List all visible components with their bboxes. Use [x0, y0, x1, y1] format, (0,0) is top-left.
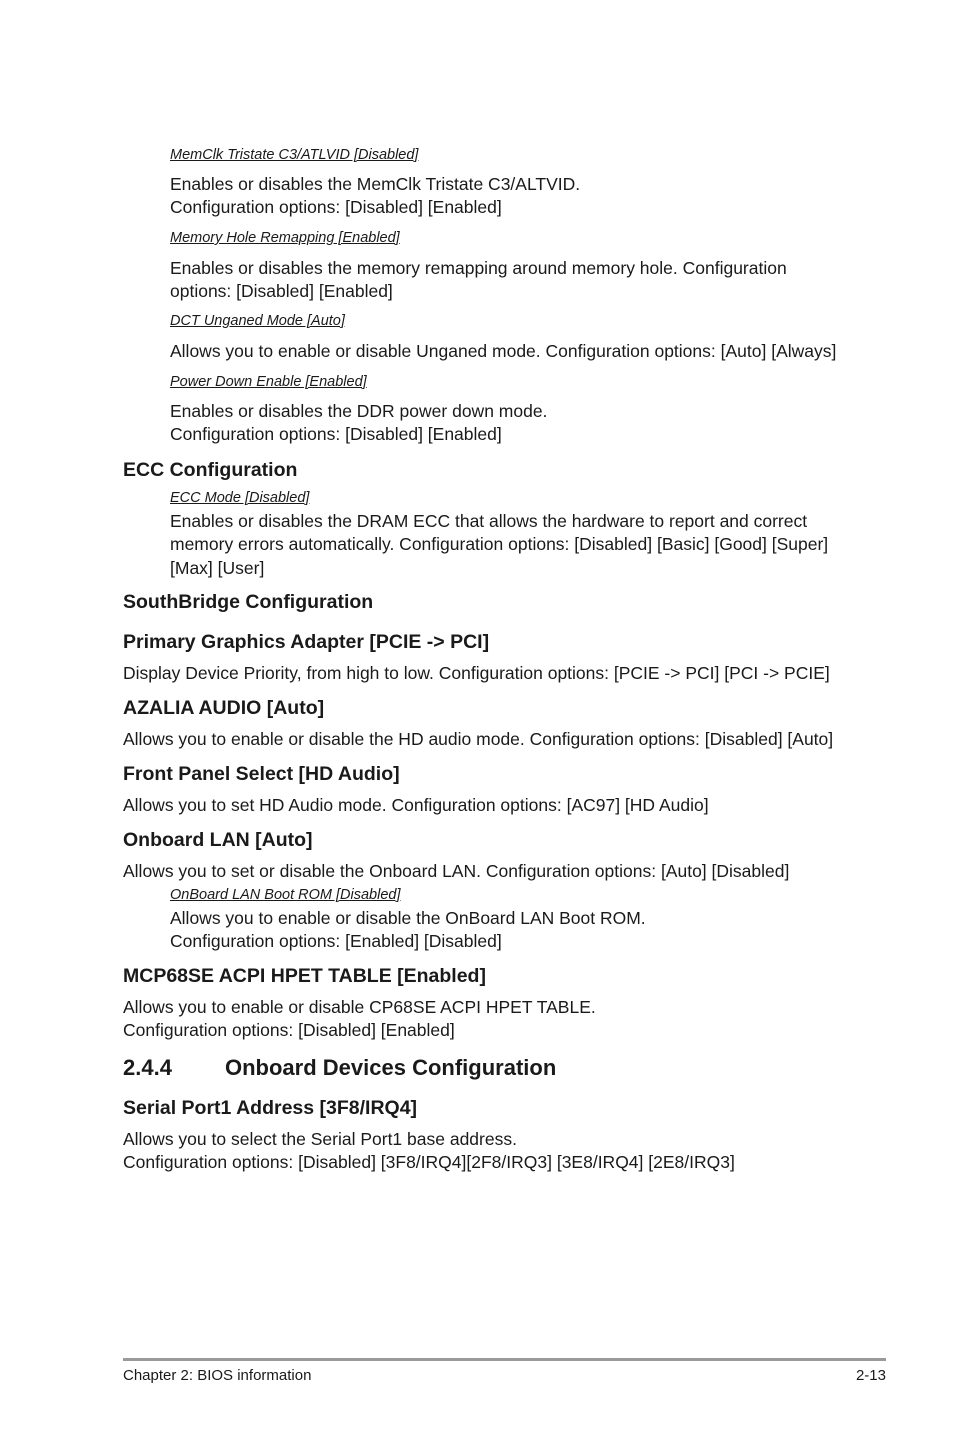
- serial-port-heading: Serial Port1 Address [3F8/IRQ4]: [123, 1097, 418, 1119]
- dct-unganed-title: DCT Unganed Mode [Auto]: [170, 313, 345, 329]
- ecc-desc-line3: [Max] [User]: [170, 557, 265, 578]
- azalia-audio-heading: AZALIA AUDIO [Auto]: [123, 697, 325, 719]
- azalia-audio-desc: Allows you to enable or disable the HD audio mode. Configuration options: [Disabled] [Auto]: [123, 729, 834, 749]
- front-panel-heading: Front Panel Select [HD Audio]: [123, 763, 400, 785]
- section-number: 2.4.4: [123, 1055, 172, 1080]
- ecc-mode-desc: [170, 510, 828, 580]
- ecc-configuration-heading: ECC Configuration: [123, 459, 298, 481]
- lan-boot-rom-desc: [170, 907, 646, 954]
- lan-boot-rom-line1: Allows you to enable or disable the OnBoard LAN Boot ROM.: [170, 908, 646, 928]
- memclk-desc-line1: Enables or disables the MemClk Tristate C3/ALTVID.: [170, 174, 581, 194]
- power-down-line2: Configuration options: [Disabled] [Enabled]: [170, 424, 502, 445]
- lan-boot-rom-title: OnBoard LAN Boot ROM [Disabled]: [170, 887, 401, 903]
- memory-hole-title: Memory Hole Remapping [Enabled]: [170, 230, 400, 246]
- footer-page-number: 2-13: [855, 1367, 886, 1384]
- memhole-desc-line1: Enables or disables the memory remapping around memory hole. Configuration: [170, 258, 787, 278]
- ecc-desc-line1: Enables or disables the DRAM ECC that allows the hardware to report and correct: [170, 511, 808, 531]
- hpet-table-desc: [123, 996, 596, 1043]
- hpet-table-heading: MCP68SE ACPI HPET TABLE [Enabled]: [123, 965, 486, 987]
- ecc-mode-title: ECC Mode [Disabled]: [170, 490, 310, 506]
- memory-hole-desc: [170, 257, 787, 304]
- memclk-tristate-title: MemClk Tristate C3/ATLVID [Disabled]: [170, 147, 419, 163]
- power-down-desc: [170, 400, 547, 447]
- dct-unganed-desc: Allows you to enable or disable Unganed mode. Configuration options: [Auto] [Always]: [170, 341, 837, 361]
- memclk-desc-line2: Configuration options: [Disabled] [Enabled]: [170, 197, 502, 218]
- onboard-lan-heading: Onboard LAN [Auto]: [123, 829, 313, 851]
- section-heading: [123, 1055, 556, 1081]
- hpet-desc-line1: Allows you to enable or disable CP68SE ACPI HPET TABLE.: [123, 997, 596, 1017]
- footer-chapter: Chapter 2: BIOS information: [123, 1367, 312, 1384]
- front-panel-desc: Allows you to set HD Audio mode. Configuration options: [AC97] [HD Audio]: [123, 795, 709, 815]
- footer-rule: [123, 1358, 886, 1361]
- serial-desc-line2: Configuration options: [Disabled] [3F8/IRQ4][2F8/IRQ3] [3E8/IRQ4] [2E8/IRQ3]: [123, 1152, 735, 1173]
- southbridge-heading: SouthBridge Configuration: [123, 591, 374, 613]
- onboard-lan-desc: Allows you to set or disable the Onboard LAN. Configuration options: [Auto] [Disabled]: [123, 861, 790, 881]
- power-down-title: Power Down Enable [Enabled]: [170, 374, 367, 390]
- hpet-desc-line2: Configuration options: [Disabled] [Enabled]: [123, 1020, 455, 1041]
- memclk-tristate-desc: [170, 173, 580, 220]
- serial-port-desc: [123, 1128, 735, 1175]
- power-down-line1: Enables or disables the DDR power down mode.: [170, 401, 548, 421]
- serial-desc-line1: Allows you to select the Serial Port1 base address.: [123, 1129, 517, 1149]
- section-title: Onboard Devices Configuration: [225, 1055, 557, 1080]
- primary-graphics-heading: Primary Graphics Adapter [PCIE -> PCI]: [123, 631, 490, 653]
- primary-graphics-desc: Display Device Priority, from high to low. Configuration options: [PCIE -> PCI] [PCI -> PCIE]: [123, 663, 830, 683]
- ecc-desc-line2: memory errors automatically. Configuration options: [Disabled] [Basic] [Good] [Super]: [170, 534, 829, 555]
- lan-boot-rom-line2: Configuration options: [Enabled] [Disabled]: [170, 931, 502, 952]
- memhole-desc-line2: options: [Disabled] [Enabled]: [170, 281, 393, 302]
